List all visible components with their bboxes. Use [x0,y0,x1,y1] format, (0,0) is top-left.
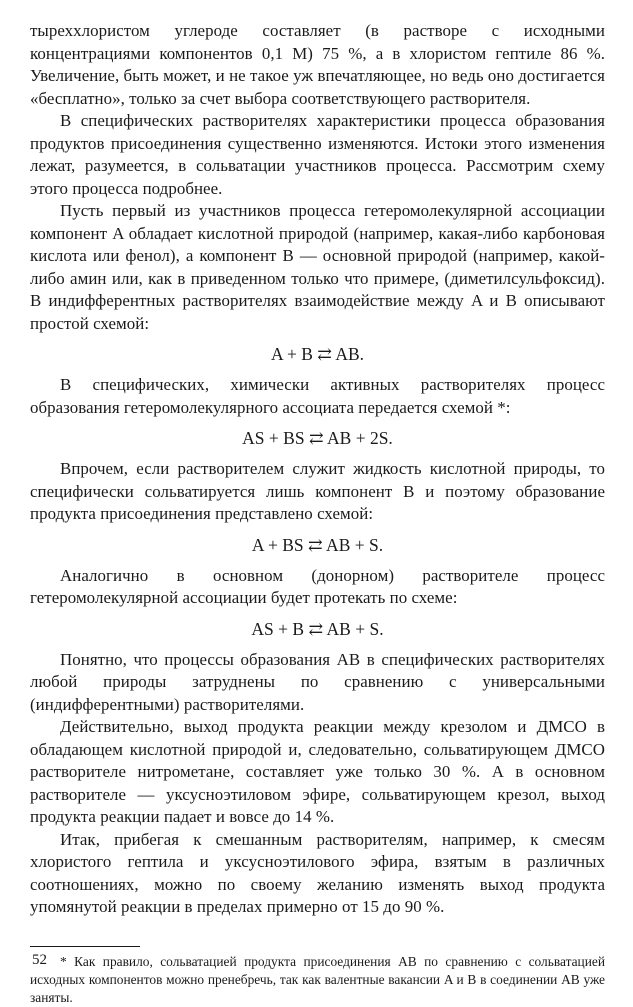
paragraph-9: Итак, прибегая к смешанным растворителям, например, к смесям хлористого гептила и уксусноэтилового эфира, взятым в различных соотношениях, можно по своему желанию изменять выход продукта упомянутой реакции в пределах примерно от 15 до 90 %. [30,829,605,916]
paragraph-8: Действительно, выход продукта реакции между крезолом и ДМСО в обладающем кислотной природой и, следовательно, сольватирующем ДМСО растворителе нитрометане, составляет уже только 30 %. А в основном растворителе — уксусноэтиловом эфире, сольватирующем крезол, выход продукта реакции падает и вовсе до 14 %. [30,717,605,826]
footnote-divider [30,946,140,947]
paragraph-3: Пусть первый из участников процесса гетеромолекулярной ассоциации компонент A обладает кислотной природой (например, какая-либо карбоновая кислота или фенол), а компонент B — основной природой (например, какой-либо амин или, как в приведенном только что примере, (диметилсульфоксид). В индифферентных растворителях взаимодействие между A и B описывают простой схемой: [30,201,605,333]
paragraph-6: Аналогично в основном (донорном) растворителе процесс гетеромолекулярной ассоциации будет протекать по схеме: [30,565,605,607]
page-number: 52 [32,952,47,968]
formula-2: AS + BS ⇄ AB + 2S. [242,428,393,448]
formula-3: A + BS ⇄ AB + S. [251,534,384,555]
formula-1: A + B ⇄ AB. [270,344,365,364]
paragraph-5: Впрочем, если растворителем служит жидкость кислотной природы, то специфически сольватируется лишь компонент B и поэтому образование продукта присоединения представлено схемой: [30,459,605,523]
paragraph-7: Понятно, что процессы образования AB в специфических растворителях любой природы затруднены по сравнению с универсальными (индифферентными) растворителями. [30,649,605,714]
paragraph-1: тыреххлористом углероде составляет (в растворе с исходными концентрациями компонентов 0,1 M) 75 %, а в хлористом гептиле 86 %. Увеличение, быть может, и не такое уж впечатляющее, но ведь оно достигается «бесплатно», только за счет выбора соответствующего растворителя. [30,21,605,108]
formula-4: AS + B ⇄ AB + S. [251,618,384,639]
footnote: * Как правило, сольватацией продукта присоединения AB по сравнению с сольватацией исходных компонентов можно пренебречь, так как валентные вакансии A и B в соединении AB уже заняты. [30,953,605,1005]
paragraph-2: В специфических растворителях характеристики процесса образования продуктов присоединения существенно изменяются. Истоки этого изменения лежат, разумеется, в сольватации участников процесса. Рассмотрим схему этого процесса подробнее. [30,111,605,198]
paragraph-4: В специфических, химически активных растворителях процесс образования гетеромолекулярного ассоциата передается схемой *: [30,375,605,417]
